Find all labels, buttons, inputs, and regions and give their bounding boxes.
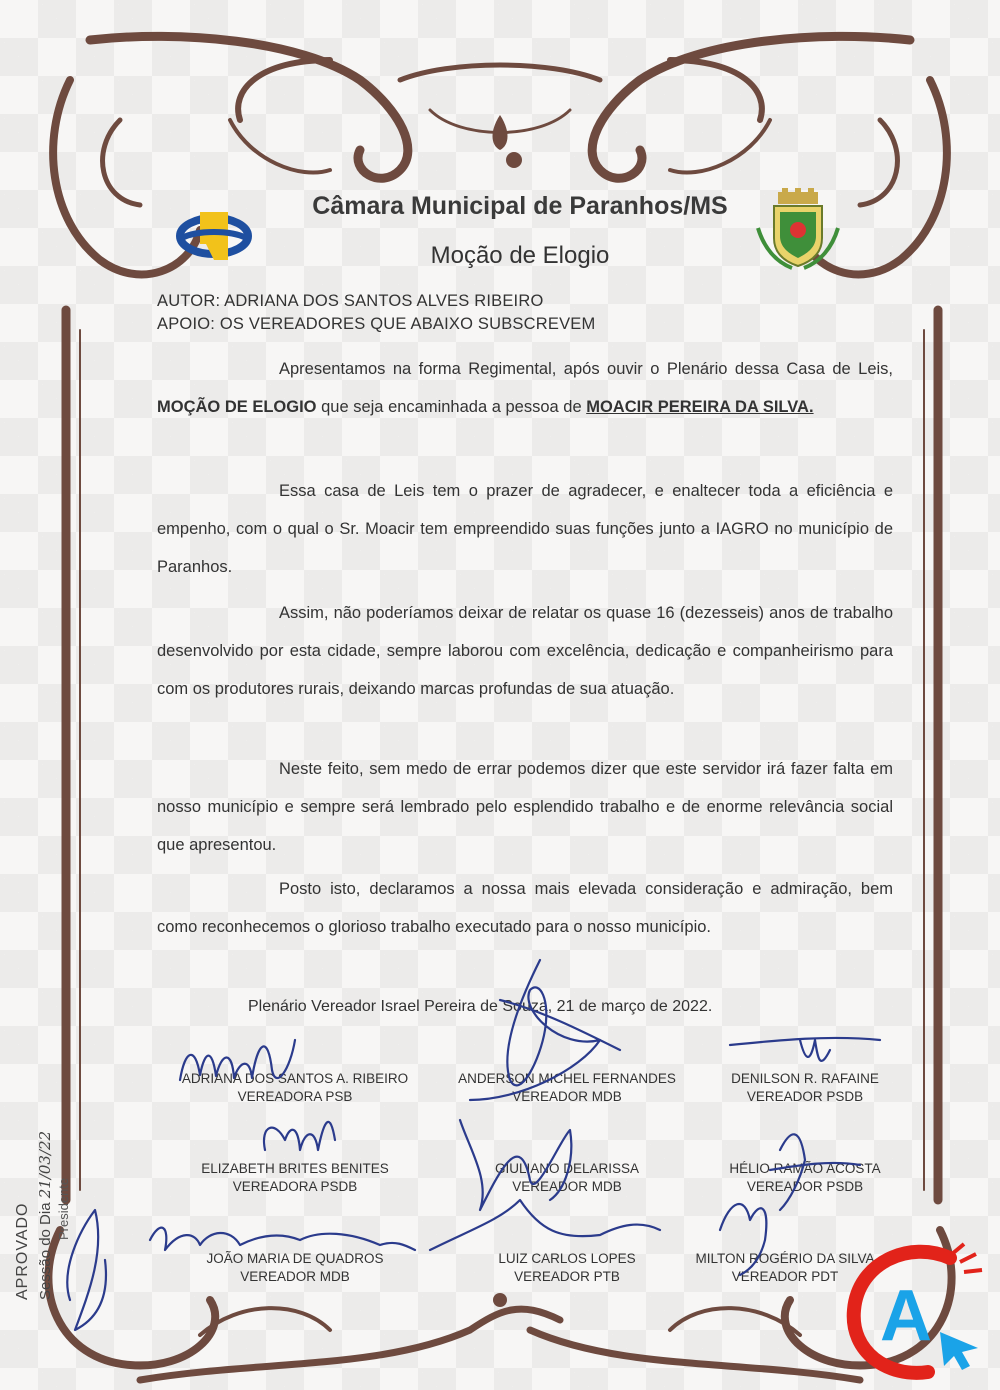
- paragraph-1-text-b: que seja encaminhada a pessoa de: [316, 398, 587, 416]
- signatory-block: [160, 1160, 430, 1196]
- signatory-role: VEREADOR PDT: [731, 1269, 839, 1284]
- watermark-logo-icon: [840, 1240, 990, 1380]
- document-subtitle: Moção de Elogio: [430, 242, 610, 269]
- paragraph-3: [157, 594, 893, 708]
- signatory-block: [160, 1070, 430, 1106]
- honoree-name: MOACIR PEREIRA DA SILVA.: [586, 398, 814, 416]
- president-label: Presidente: [56, 1177, 71, 1240]
- signatory-name: HÉLIO RAMÃO ACOSTA: [729, 1161, 881, 1176]
- mocao-de-elogio-bold: MOÇÃO DE ELOGIO: [157, 398, 317, 416]
- signatory-role: VEREADOR PTB: [514, 1269, 620, 1284]
- signatory-role: VEREADOR MDB: [512, 1089, 622, 1104]
- signatory-name: ADRIANA DOS SANTOS A. RIBEIRO: [181, 1071, 409, 1086]
- badge-letter: A: [880, 1276, 932, 1356]
- signatory-role: VEREADORA PSDB: [232, 1179, 358, 1194]
- signatory-name: GIULIANO DELARISSA: [494, 1161, 640, 1176]
- paragraph-4-text: Neste feito, sem medo de errar podemos dizer que este servidor irá fazer falta em nosso município e sempre será lembrado pelo esplendido trabalho e de enorme relevância social que apresentou.: [157, 760, 893, 854]
- approval-date: 21/03/22: [36, 1130, 54, 1199]
- paragraph-2: [157, 472, 893, 586]
- signatory-block: [436, 1160, 698, 1196]
- signatory-name: ANDERSON MICHEL FERNANDES: [458, 1071, 676, 1086]
- signatory-role: VEREADORA PSB: [237, 1089, 353, 1104]
- approval-stamp: [14, 1131, 71, 1300]
- page-title: Câmara Municipal de Paranhos/MS: [312, 192, 728, 220]
- signatory-name: MILTON ROGÉRIO DA SILVA: [695, 1251, 875, 1266]
- signatory-role: VEREADOR PSDB: [746, 1089, 864, 1104]
- signatory-block: [700, 1160, 910, 1196]
- paragraph-2-text: Essa casa de Leis tem o prazer de agradecer, e enaltecer toda a eficiência e empenho, com o qual o Sr. Moacir tem empreendido suas funções junto a IAGRO no município de Paranhos.: [157, 482, 893, 576]
- approval-label: APROVADO: [14, 1202, 31, 1300]
- support-line: APOIO: OS VEREADORES QUE ABAIXO SUBSCREVEM: [157, 315, 596, 333]
- paragraph-5: [157, 870, 893, 946]
- paragraph-4: [157, 750, 893, 864]
- paragraph-1-text-a: Apresentamos na forma Regimental, após ouvir o Plenário dessa Casa de Leis,: [279, 360, 893, 378]
- paragraph-1: [157, 350, 893, 426]
- signatory-role: VEREADOR MDB: [512, 1179, 622, 1194]
- signatory-name: DENILSON R. RAFAINE: [731, 1071, 879, 1086]
- signatory-name: LUIZ CARLOS LOPES: [498, 1251, 636, 1266]
- plenary-date-line: Plenário Vereador Israel Pereira de Souza, 21 de março de 2022.: [248, 998, 713, 1015]
- signatory-block: [436, 1070, 698, 1106]
- signatory-role: VEREADOR MDB: [240, 1269, 350, 1284]
- signatory-block: [436, 1250, 698, 1286]
- signatory-name: ELIZABETH BRITES BENITES: [201, 1161, 389, 1176]
- camara-logo-icon: [176, 204, 252, 268]
- session-label: Sessão do Dia: [37, 1202, 54, 1300]
- signatory-name: JOÃO MARIA DE QUADROS: [206, 1251, 384, 1266]
- paragraph-3-text: Assim, não poderíamos deixar de relatar os quase 16 (dezesseis) anos de trabalho desenvolvido por esta cidade, sempre laborou com excelência, dedicação e companheirismo para com os produtores rurais, deixando marcas profundas de sua atuação.: [157, 604, 893, 698]
- signatory-block: [700, 1070, 910, 1106]
- signatory-block: [160, 1250, 430, 1286]
- author-line: AUTOR: ADRIANA DOS SANTOS ALVES RIBEIRO: [157, 292, 544, 310]
- session-line: [36, 1131, 54, 1300]
- signatory-role: VEREADOR PSDB: [746, 1179, 864, 1194]
- paragraph-5-text: Posto isto, declaramos a nossa mais elevada consideração e admiração, bem como reconhecemos o glorioso trabalho executado para o nosso município.: [157, 880, 893, 936]
